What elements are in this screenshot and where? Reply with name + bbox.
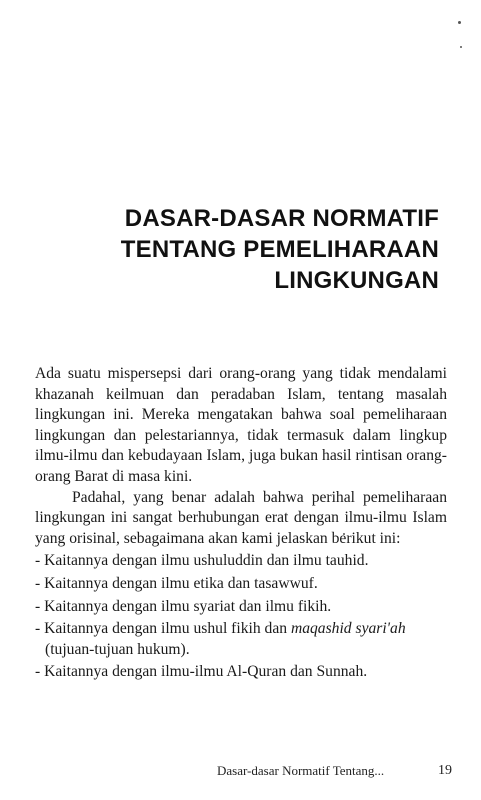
page-number: 19 bbox=[438, 763, 452, 778]
chapter-title-line-1: DASAR-DASAR NORMATIF bbox=[124, 205, 439, 232]
chapter-title bbox=[39, 203, 439, 296]
chapter-title-line-2: TENTANG PEMELIHARAAN bbox=[120, 236, 439, 263]
list-item-italic-term: maqashid syari'ah bbox=[290, 620, 406, 638]
list-item bbox=[35, 551, 447, 572]
list-item bbox=[35, 597, 447, 618]
list-item-text: - Kaitannya dengan ilmu ushuluddin dan ilmu tauhid. bbox=[35, 552, 369, 570]
paragraph-1: Ada suatu mispersepsi dari orang-orang yang tidak mendalami khazanah keilmuan dan peradaban Islam, tentang masalah lingkungan ini. Mereka mengatakan bahwa soal pemeliharaan lingkungan dan pelestariannya, tidak termasuk dalam lingkup ilmu-ilmu dan kebudayaan Islam, juga bukan hasil rintisan orang-orang Barat di masa kini. bbox=[35, 365, 447, 485]
body-text bbox=[35, 364, 447, 683]
list-item-text: - Kaitannya dengan ilmu syariat dan ilmu fikih. bbox=[35, 597, 332, 615]
list-item bbox=[35, 662, 447, 683]
scan-speck bbox=[458, 21, 461, 24]
scan-speck bbox=[460, 46, 462, 48]
list-item-text: - Kaitannya dengan ilmu ushul fikih dan bbox=[35, 620, 291, 638]
list-item bbox=[35, 619, 447, 660]
list-item-text: - Kaitannya dengan ilmu etika dan tasawwuf. bbox=[35, 574, 318, 592]
list-item bbox=[35, 574, 447, 595]
chapter-title-line-3: LINGKUNGAN bbox=[274, 267, 439, 294]
paragraph-2: Padahal, yang benar adalah bahwa perihal pemeliharaan lingkungan ini sangat berhubungan erat dengan ilmu-ilmu Islam yang orisinal, sebagaimana akan kami jelaskan berikut ini: bbox=[35, 488, 447, 547]
list-item-continuation: (tujuan-tujuan hukum). bbox=[45, 640, 190, 658]
page-footer bbox=[0, 763, 481, 783]
list-item-text: - Kaitannya dengan ilmu-ilmu Al-Quran dan Sunnah. bbox=[35, 663, 368, 681]
running-title: Dasar-dasar Normatif Tentang... bbox=[217, 763, 385, 778]
relation-list bbox=[35, 551, 447, 683]
